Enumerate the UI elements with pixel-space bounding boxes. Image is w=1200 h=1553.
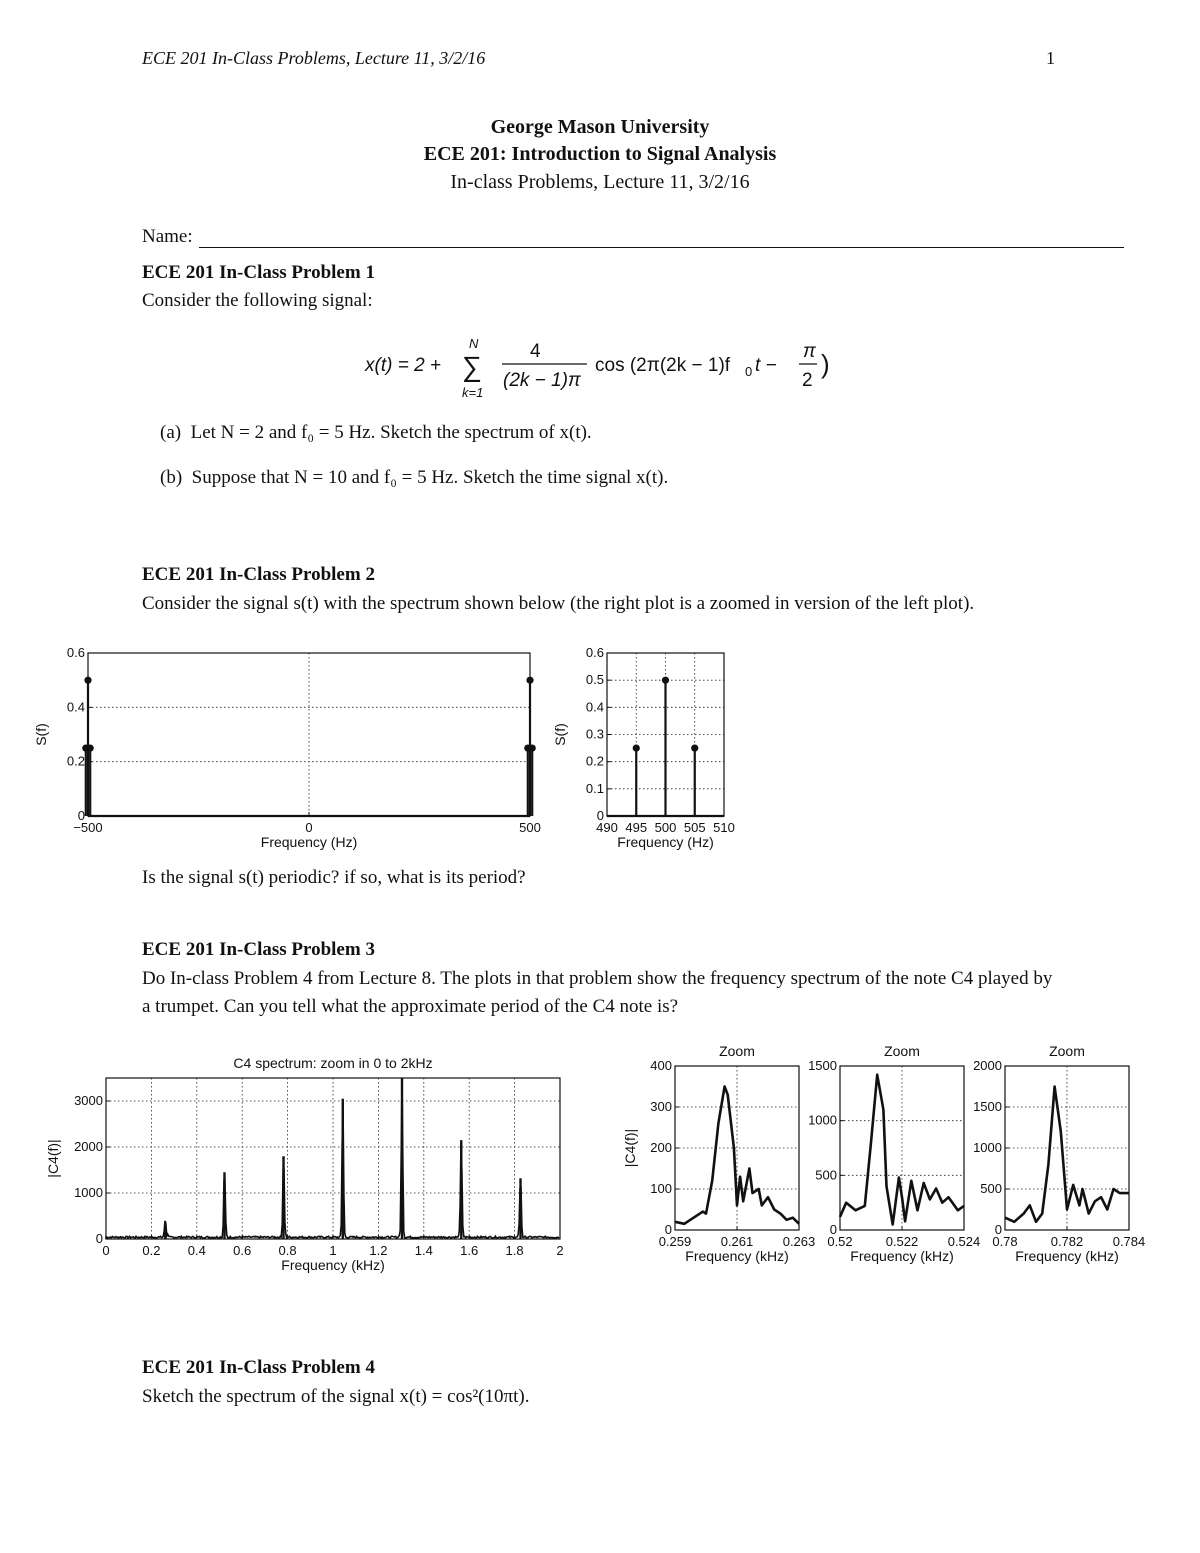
chart-p3-main xyxy=(40,1048,580,1283)
y-tick-label: 0 xyxy=(77,808,85,823)
spectrum-line xyxy=(106,1078,559,1239)
chart-title: Zoom xyxy=(719,1043,755,1059)
x-axis-label: Frequency (kHz) xyxy=(685,1248,789,1264)
x-tick-label: 0.259 xyxy=(658,1234,692,1249)
eq-sigma: ∑ xyxy=(462,351,482,382)
x-tick-label: 510 xyxy=(713,820,735,835)
x-tick-label: 0.52 xyxy=(827,1234,853,1249)
chart-title: Zoom xyxy=(1049,1043,1085,1059)
x-tick-label: 0.261 xyxy=(720,1234,754,1249)
chart-p3-zoom3 xyxy=(955,1033,1155,1273)
course-title: ECE 201: Introduction to Signal Analysis xyxy=(423,143,777,165)
eq-lhs: x(t) = 2 + xyxy=(365,355,442,376)
eq-sum-top: N xyxy=(469,336,479,351)
stem-marker xyxy=(691,744,698,751)
stem-marker xyxy=(87,744,94,751)
x-tick-label: 1.2 xyxy=(369,1243,388,1258)
x-tick-label: 0.522 xyxy=(885,1234,919,1249)
y-tick-label: 0 xyxy=(596,808,604,823)
x-axis-label: Frequency (Hz) xyxy=(260,834,358,850)
x-tick-label: 1 xyxy=(329,1243,337,1258)
y-tick-label: 1500 xyxy=(808,1058,837,1073)
name-field[interactable] xyxy=(142,226,1124,248)
y-tick-label: 0.5 xyxy=(585,672,604,688)
x-tick-label: 0.784 xyxy=(1112,1234,1146,1249)
stem-marker xyxy=(84,677,91,684)
x-tick-label: 0 xyxy=(102,1243,110,1258)
problem4-heading: ECE 201 In-Class Problem 4 xyxy=(142,1357,375,1378)
x-tick-label: 0.4 xyxy=(187,1243,206,1258)
y-tick-label: 0.6 xyxy=(66,645,85,660)
page-number: 1 xyxy=(1046,48,1055,68)
stem-marker xyxy=(529,744,536,751)
part-b-text: Suppose that N = 10 and f₀ = 5 Hz. Sketch the time signal x(t). xyxy=(191,467,669,488)
running-header: ECE 201 In-Class Problems, Lecture 11, 3/2/16 xyxy=(142,48,486,68)
y-tick-label: 300 xyxy=(650,1099,672,1114)
part-b-label: (b) xyxy=(160,467,183,488)
problem1-equation xyxy=(365,335,835,399)
x-tick-label: 0.782 xyxy=(1050,1234,1084,1249)
problem1-heading: ECE 201 In-Class Problem 1 xyxy=(142,262,375,283)
x-axis-label: Frequency (kHz) xyxy=(281,1257,385,1273)
problem3-text: Do In-class Problem 4 from Lecture 8. The plots in that problem show the frequency spectrum of the note C4 played by a trumpet. Can you tell what the approximate period of the C4 note is? xyxy=(142,968,1053,1017)
stem-marker xyxy=(633,744,640,751)
y-axis-label: S(f) xyxy=(552,723,568,746)
x-tick-label: 0.6 xyxy=(233,1243,252,1258)
x-tick-label: 1.6 xyxy=(460,1243,479,1258)
x-tick-label: 0 xyxy=(305,820,313,835)
eq-sub0: 0 xyxy=(745,364,753,379)
chart-p3-zoom1 xyxy=(615,1033,816,1273)
problem2-question: Is the signal s(t) periodic? if so, what is its period? xyxy=(142,867,526,888)
eq-sum-bottom: k=1 xyxy=(462,385,484,400)
eq-two: 2 xyxy=(802,370,813,391)
name-label: Name: xyxy=(142,226,193,247)
x-tick-label: 0.8 xyxy=(278,1243,297,1258)
chart-p2-left xyxy=(30,645,570,860)
y-axis-label: S(f) xyxy=(33,723,49,746)
x-axis-label: Frequency (Hz) xyxy=(617,834,714,850)
x-tick-label: 2 xyxy=(556,1243,564,1258)
subtitle: In-class Problems, Lecture 11, 3/2/16 xyxy=(450,171,750,193)
zoom-line xyxy=(840,1075,964,1225)
y-tick-label: 0 xyxy=(664,1222,672,1237)
y-tick-label: 3000 xyxy=(74,1093,103,1108)
y-tick-label: 0 xyxy=(994,1222,1002,1237)
problem2-heading: ECE 201 In-Class Problem 2 xyxy=(142,564,375,585)
y-tick-label: 0.2 xyxy=(585,753,604,769)
x-tick-label: 1.8 xyxy=(505,1243,524,1258)
y-tick-label: 500 xyxy=(815,1167,837,1183)
x-tick-label: 495 xyxy=(625,820,648,835)
y-tick-label: 400 xyxy=(650,1058,672,1073)
y-axis-label: |C4(f)| xyxy=(622,1128,638,1168)
stem-marker xyxy=(662,677,669,684)
eq-t: t − xyxy=(755,355,777,376)
x-tick-label: 500 xyxy=(519,820,541,835)
x-tick-label: 490 xyxy=(596,820,618,835)
y-tick-label: 0.3 xyxy=(585,726,604,742)
y-tick-label: 1000 xyxy=(74,1185,103,1200)
y-axis-label: |C4(f)| xyxy=(45,1139,61,1178)
x-tick-label: 500 xyxy=(654,820,677,835)
y-tick-label: 0 xyxy=(95,1231,103,1246)
eq-frac-den: (2k − 1)π xyxy=(503,370,581,391)
chart-title: Zoom xyxy=(884,1043,920,1059)
x-axis-label: Frequency (kHz) xyxy=(850,1248,954,1264)
eq-cos: cos (2π(2k − 1)f xyxy=(595,355,731,376)
problem4-text: Sketch the spectrum of the signal x(t) = cos²(10πt). xyxy=(142,1386,530,1407)
x-tick-label: −500 xyxy=(73,820,103,835)
name-underline[interactable] xyxy=(199,227,1124,248)
y-tick-label: 0.1 xyxy=(585,780,604,796)
part-a-label: (a) xyxy=(160,422,182,443)
x-tick-label: 505 xyxy=(683,820,706,835)
problem1-part-b xyxy=(160,467,668,489)
eq-pi: π xyxy=(803,341,816,362)
problem1-part-a xyxy=(160,422,592,444)
chart-p2-right xyxy=(552,645,745,860)
y-tick-label: 0.2 xyxy=(66,753,85,769)
y-tick-label: 1000 xyxy=(808,1112,837,1128)
y-tick-label: 100 xyxy=(650,1181,672,1196)
y-tick-label: 0.6 xyxy=(585,645,604,660)
y-tick-label: 2000 xyxy=(973,1058,1002,1073)
y-tick-label: 500 xyxy=(980,1181,1002,1196)
eq-close: ) xyxy=(821,349,830,379)
y-tick-label: 0.4 xyxy=(66,699,85,715)
y-tick-label: 2000 xyxy=(74,1139,103,1154)
x-tick-label: 0.524 xyxy=(947,1234,981,1249)
university-title: George Mason University xyxy=(490,116,710,138)
y-tick-label: 0 xyxy=(829,1222,837,1237)
problem3-heading: ECE 201 In-Class Problem 3 xyxy=(142,939,375,960)
chart-title: C4 spectrum: zoom in 0 to 2kHz xyxy=(233,1055,433,1071)
stem-marker xyxy=(526,677,533,684)
eq-frac-num: 4 xyxy=(530,341,541,362)
x-tick-label: 1.4 xyxy=(414,1243,433,1258)
chart-p3-zoom2 xyxy=(790,1033,981,1273)
x-tick-label: 0.78 xyxy=(992,1234,1018,1249)
y-tick-label: 1500 xyxy=(973,1099,1002,1114)
problem1-intro: Consider the following signal: xyxy=(142,290,373,311)
x-tick-label: 0.2 xyxy=(142,1243,161,1258)
x-tick-label: 0.263 xyxy=(782,1234,816,1249)
problem2-text: Consider the signal s(t) with the spectrum shown below (the right plot is a zoomed in version of the left plot). xyxy=(142,593,975,614)
y-tick-label: 0.4 xyxy=(585,699,604,715)
x-axis-label: Frequency (kHz) xyxy=(1015,1248,1119,1264)
y-tick-label: 200 xyxy=(650,1140,672,1155)
part-a-text: Let N = 2 and f₀ = 5 Hz. Sketch the spectrum of x(t). xyxy=(190,422,592,443)
y-tick-label: 1000 xyxy=(973,1140,1002,1155)
